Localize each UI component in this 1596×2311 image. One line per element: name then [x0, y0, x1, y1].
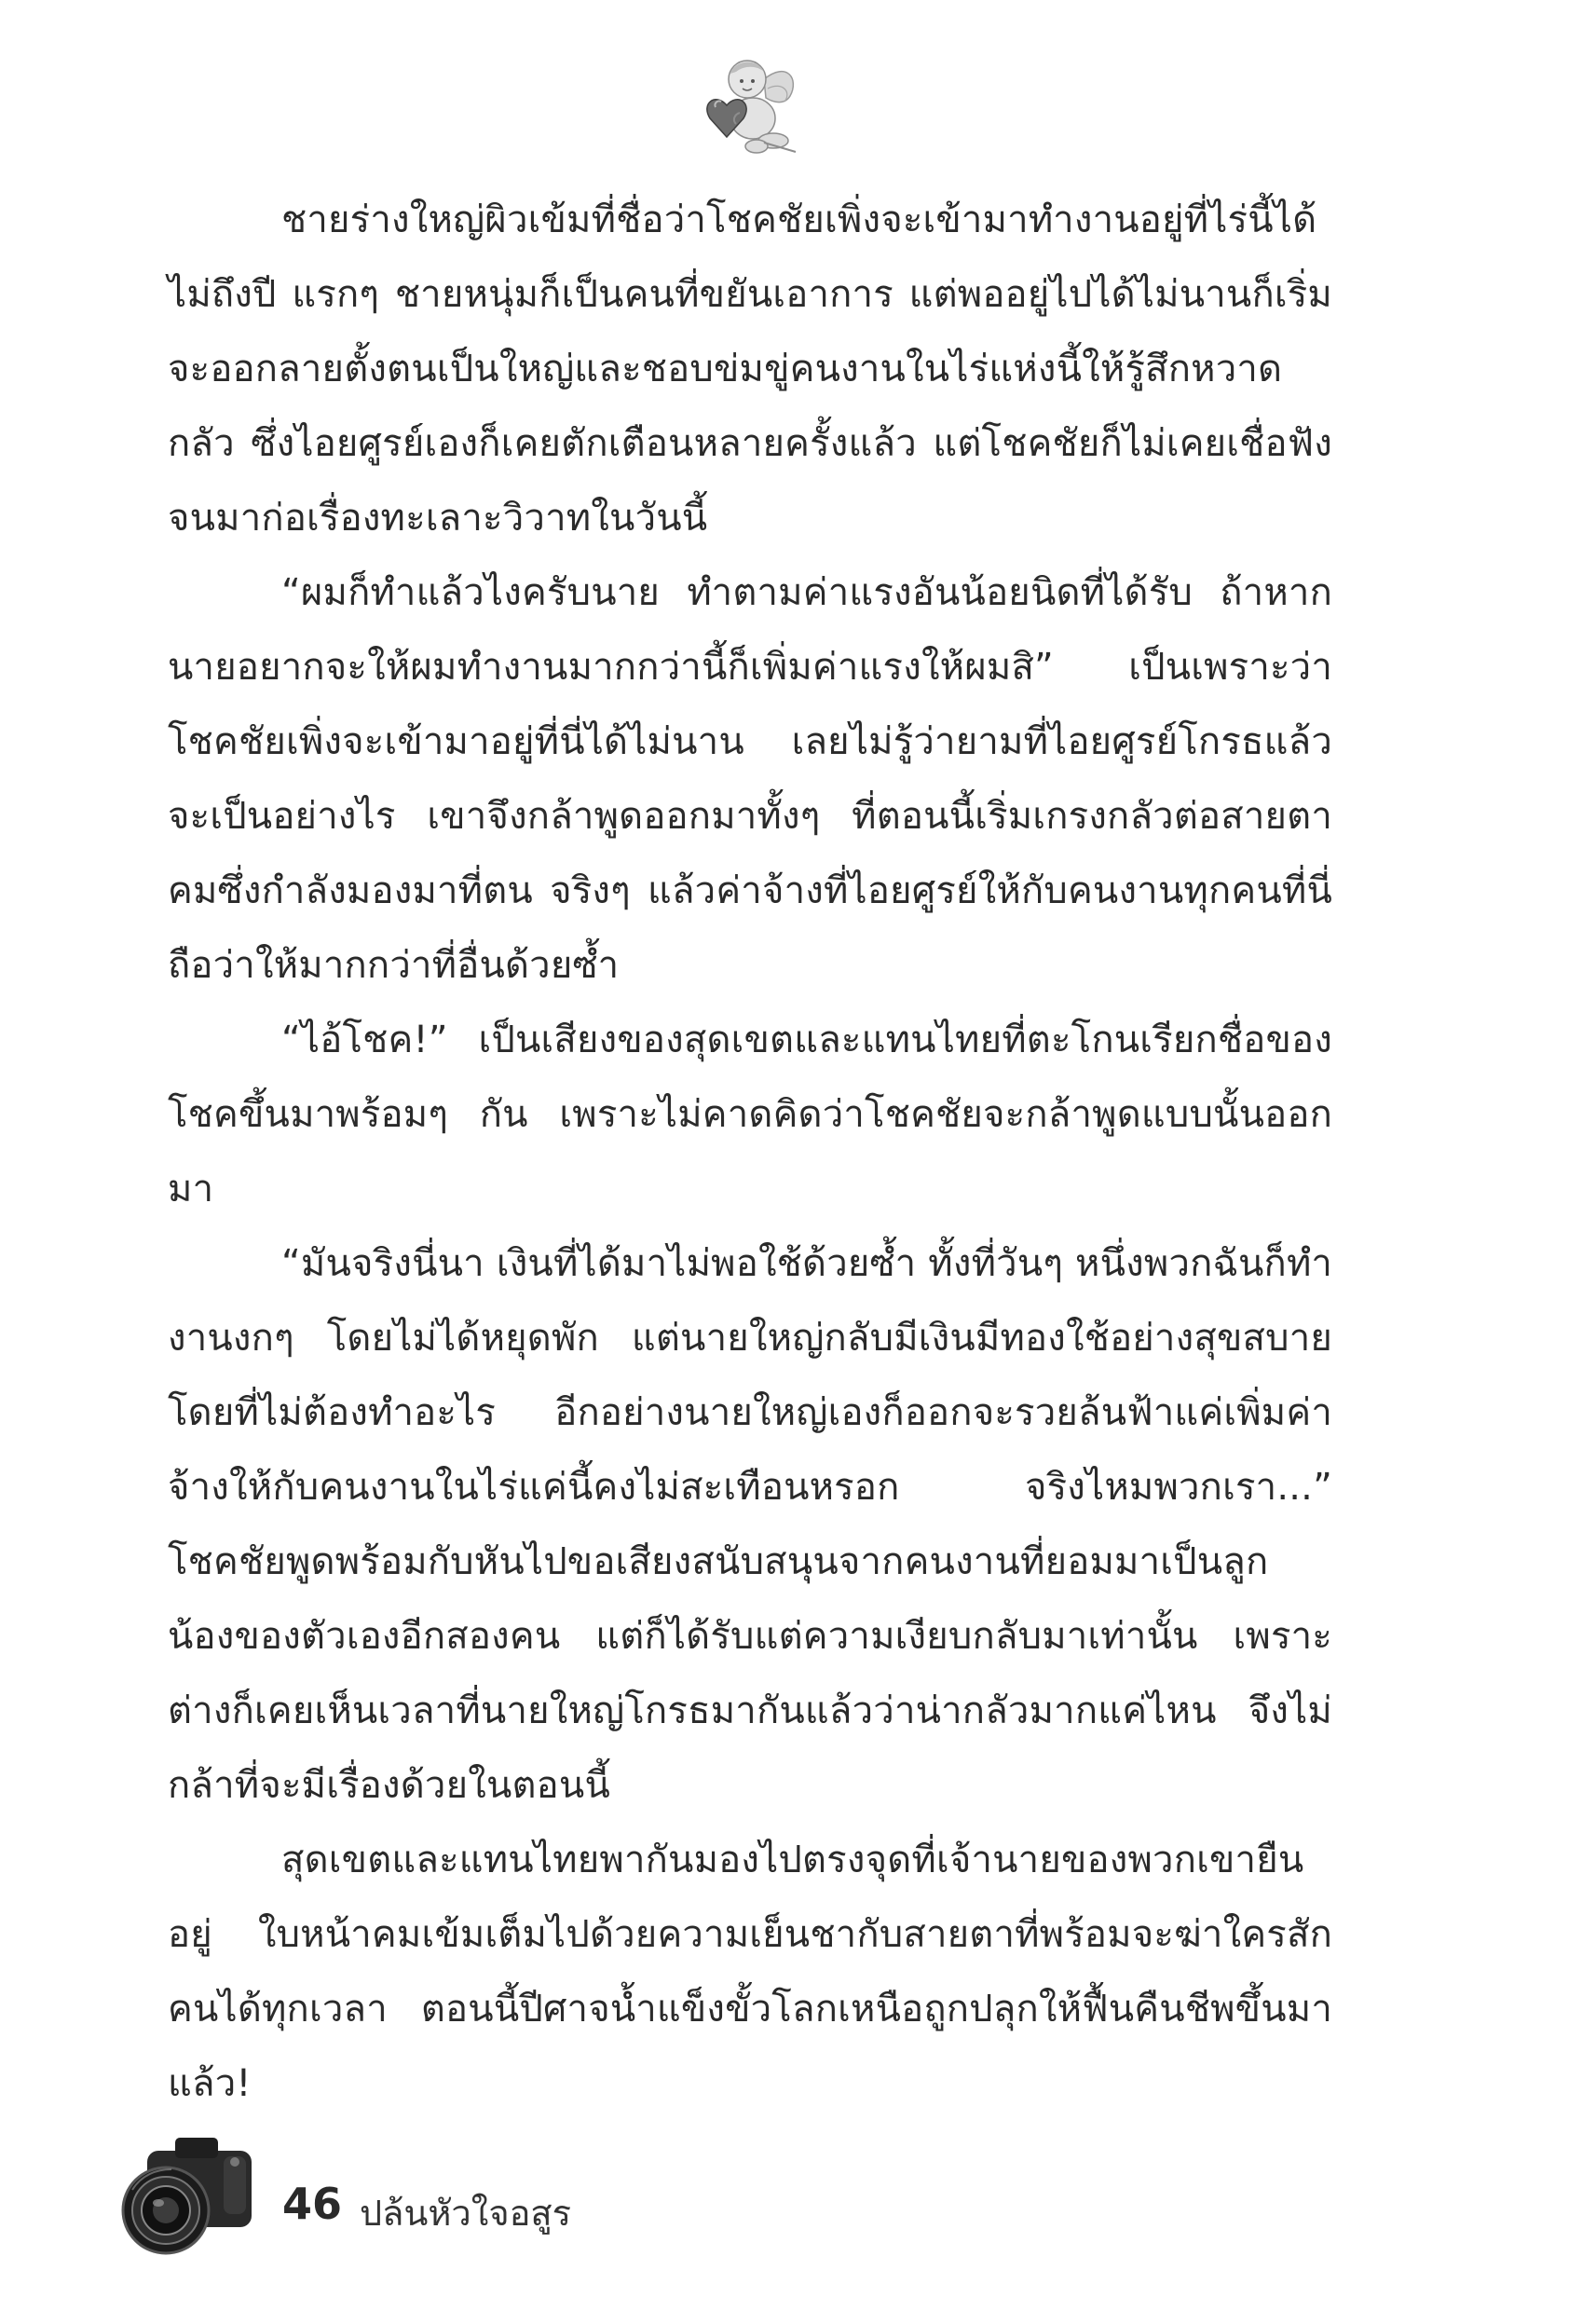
paragraph: ชายร่างใหญ่ผิวเข้มที่ชื่อว่าโชคชัยเพิ่งจะเข้ามาทำงานอยู่ที่ไร่นี้ได้ไม่ถึงปี แรกๆ ชายหนุ่มก็เป็นคนที่ขยันเอาการ แต่พออยู่ไปได้ไม่นานก็เริ่มจะออกลายตั้งตนเป็นใหญ่และชอบข่มขู่คนงานในไร่แห่งนี้ให้รู้สึกหวาดกลัว ซึ่งไอยศูรย์เองก็เคยตักเตือนหลายครั้งแล้ว แต่โชคชัยก็ไม่เคยเชื่อฟังจนมาก่อเรื่องทะเลาะวิวาทในวันนี้ — [168, 198, 1332, 540]
page-footer — [119, 2134, 865, 2264]
page-number: 46 — [282, 2179, 343, 2229]
paragraph: “ผมก็ทำแล้วไงครับนาย ทำตามค่าแรงอันน้อยนิดที่ได้รับ ถ้าหากนายอยากจะให้ผมทำงานมากกว่านี้ก็เพิ่มค่าแรงให้ผมสิ” เป็นเพราะว่าโชคชัยเพิ่งจะเข้ามาอยู่ที่นี่ได้ไม่นาน เลยไม่รู้ว่ายามที่ไอยศูรย์โกรธแล้วจะเป็นอย่างไร เขาจึงกล้าพูดออกมาทั้งๆ ที่ตอนนี้เริ่มเกรงกลัวต่อสายตาคมซึ่งกำลังมองมาที่ตน จริงๆ แล้วค่าจ้างที่ไอยศูรย์ให้กับคนงานทุกคนที่นี่ถือว่าให้มากกว่าที่อื่นด้วยซ้ำ — [168, 571, 1332, 987]
paragraph: “มันจริงนี่นา เงินที่ได้มาไม่พอใช้ด้วยซ้ำ ทั้งที่วันๆ หนึ่งพวกฉันก็ทำงานงกๆ โดยไม่ได้หยุดพัก แต่นายใหญ่กลับมีเงินมีทองใช้อย่างสุขสบายโดยที่ไม่ต้องทำอะไร อีกอย่างนายใหญ่เองก็ออกจะรวยล้นฟ้าแค่เพิ่มค่าจ้างให้กับคนงานในไร่แค่นี้คงไม่สะเทือนหรอก จริงไหมพวกเรา...” โชคชัยพูดพร้อมกับหันไปขอเสียงสนับสนุนจากคนงานที่ยอมมาเป็นลูกน้องของตัวเองอีกสองคน แต่ก็ได้รับแต่ความเงียบกลับมาเท่านั้น เพราะต่างก็เคยเห็นเวลาที่นายใหญ่โกรธมากันแล้วว่าน่ากลัวมากแค่ไหน จึงไม่กล้าที่จะมีเรื่องด้วยในตอนนี้ — [168, 1242, 1332, 1807]
paragraph: สุดเขตและแทนไทยพากันมองไปตรงจุดที่เจ้านายของพวกเขายืนอยู่ ใบหน้าคมเข้มเต็มไปด้วยความเย็นชากับสายตาที่พร้อมจะฆ่าใครสักคนได้ทุกเวลา ตอนนี้ปีศาจน้ำแข็งขั้วโลกเหนือถูกปลุกให้ฟื้นคืนชีพขึ้นมาแล้ว! — [168, 1839, 1332, 2105]
camera-icon — [119, 2134, 259, 2255]
body-text — [168, 183, 1332, 2121]
cupid-with-heart-icon — [699, 51, 801, 158]
book-title: ปล้นหัวใจอสูร — [360, 2193, 572, 2234]
paragraph: “ไอ้โชค!” เป็นเสียงของสุดเขตและแทนไทยที่ตะโกนเรียกชื่อของโชคขึ้นมาพร้อมๆ กัน เพราะไม่คาดคิดว่าโชคชัยจะกล้าพูดแบบนั้นออกมา — [168, 1019, 1332, 1210]
